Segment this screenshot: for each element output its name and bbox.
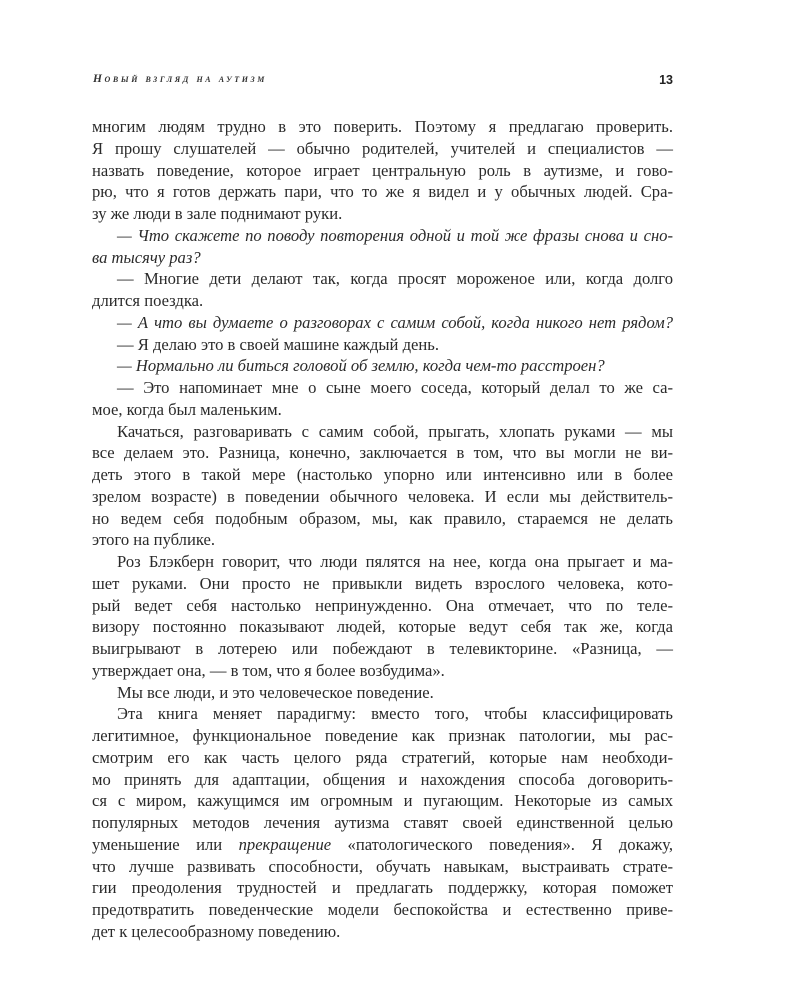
text-line: многим людям трудно в это поверить. Поэтому я предлагаю проверить.	[92, 117, 673, 136]
page-number: 13	[659, 73, 673, 87]
text-line: Качаться, разговаривать с самим собой, прыгать, хлопать руками — мы	[117, 421, 673, 441]
text-line: что лучше развивать способности, обучать навыкам, выстраивать страте-	[92, 856, 673, 876]
text-line: утверждает она, — в том, что я более возбудима».	[92, 660, 445, 680]
text-line: — Многие дети делают так, когда просят мороженое или, когда долго	[117, 269, 673, 289]
text-line: популярных методов лечения аутизма ставят своей единственной целью	[92, 813, 673, 832]
text-line: деть этого в такой мере (настолько упорно или интенсивно или в более	[92, 465, 673, 484]
running-head	[93, 73, 673, 93]
text-line: — Я делаю это в своей машине каждый день.	[117, 334, 439, 354]
text-line: ся с миром, кажущимся им огромным и пугающим. Некоторые из самых	[92, 791, 673, 811]
text-line: мо принять для адаптации, общения и нахождения способа договорить-	[92, 769, 673, 789]
text-line: рый ведет себя настолько непринужденно. Она отмечает, что по теле-	[92, 595, 673, 615]
text-line: выигрывают в лотерею или побеждают в телевикторине. «Разница, —	[92, 639, 673, 658]
text-line: Эта книга меняет парадигму: вместо того, чтобы классифицировать	[117, 704, 673, 724]
text-line: зрелом возрасте) в поведении обычного человека. И если мы действитель-	[92, 486, 673, 506]
text-line: предотвратить поведенческие модели беспокойства и естественно приве-	[92, 900, 673, 919]
text-line: этого на публике.	[92, 530, 215, 550]
text-line: рю, что я готов держать пари, что то же я видел и у обычных людей. Сра-	[92, 182, 673, 202]
text-line: ва тысячу раз?	[92, 247, 201, 267]
text-line: легитимное, функциональное поведение как признак патологии, мы рас-	[92, 726, 673, 745]
text-line: зу же люди в зале поднимают руки.	[92, 204, 343, 223]
emphasis-text: прекращение	[238, 834, 332, 854]
text-segment: уменьшение или	[92, 834, 239, 854]
text-line: шет руками. Они просто не привыкли видеть взрослого человека, кото-	[92, 573, 673, 593]
text-line: — Это напоминает мне о сыне моего соседа, который делал то же са-	[117, 378, 673, 397]
text-line: длится поездка.	[92, 291, 204, 310]
running-title: Новый взгляд на аутизм	[93, 73, 267, 85]
text-line: мое, когда был маленьким.	[92, 399, 282, 419]
body-text	[92, 116, 673, 943]
text-line: Роз Блэкберн говорит, что люди пялятся на нее, когда она прыгает и ма-	[117, 552, 673, 571]
text-line: — А что вы думаете о разговорах с самим собой, когда никого нет рядом?	[117, 312, 673, 332]
text-line: Мы все люди, и это человеческое поведение.	[117, 682, 434, 702]
text-line: назвать поведение, которое играет центральную роль в аутизме, и гово-	[92, 160, 673, 180]
text-segment: «патологического поведения». Я докажу,	[331, 834, 674, 854]
text-line: Я прошу слушателей — обычно родителей, учителей и специалистов —	[92, 138, 673, 158]
text-line: но ведем себя подобным образом, мы, как правило, стараемся не делать	[92, 508, 673, 528]
text-line: визору постоянно показывают людей, которые ведут себя так же, когда	[92, 617, 673, 637]
text-line: гии преодоления трудностей и предлагать поддержку, которая поможет	[92, 878, 673, 898]
text-line: — Что скажете по поводу повторения одной и той же фразы снова и сно-	[117, 225, 673, 245]
text-line: — Нормально ли биться головой об землю, когда чем-то расстроен?	[117, 356, 605, 376]
text-line: смотрим его как часть целого ряда стратегий, которые нам необходи-	[92, 747, 673, 767]
text-line	[92, 834, 673, 856]
text-line: все делаем это. Разница, конечно, заключается в том, что вы могли не ви-	[92, 443, 673, 463]
text-line: дет к целесообразному поведению.	[92, 921, 341, 941]
